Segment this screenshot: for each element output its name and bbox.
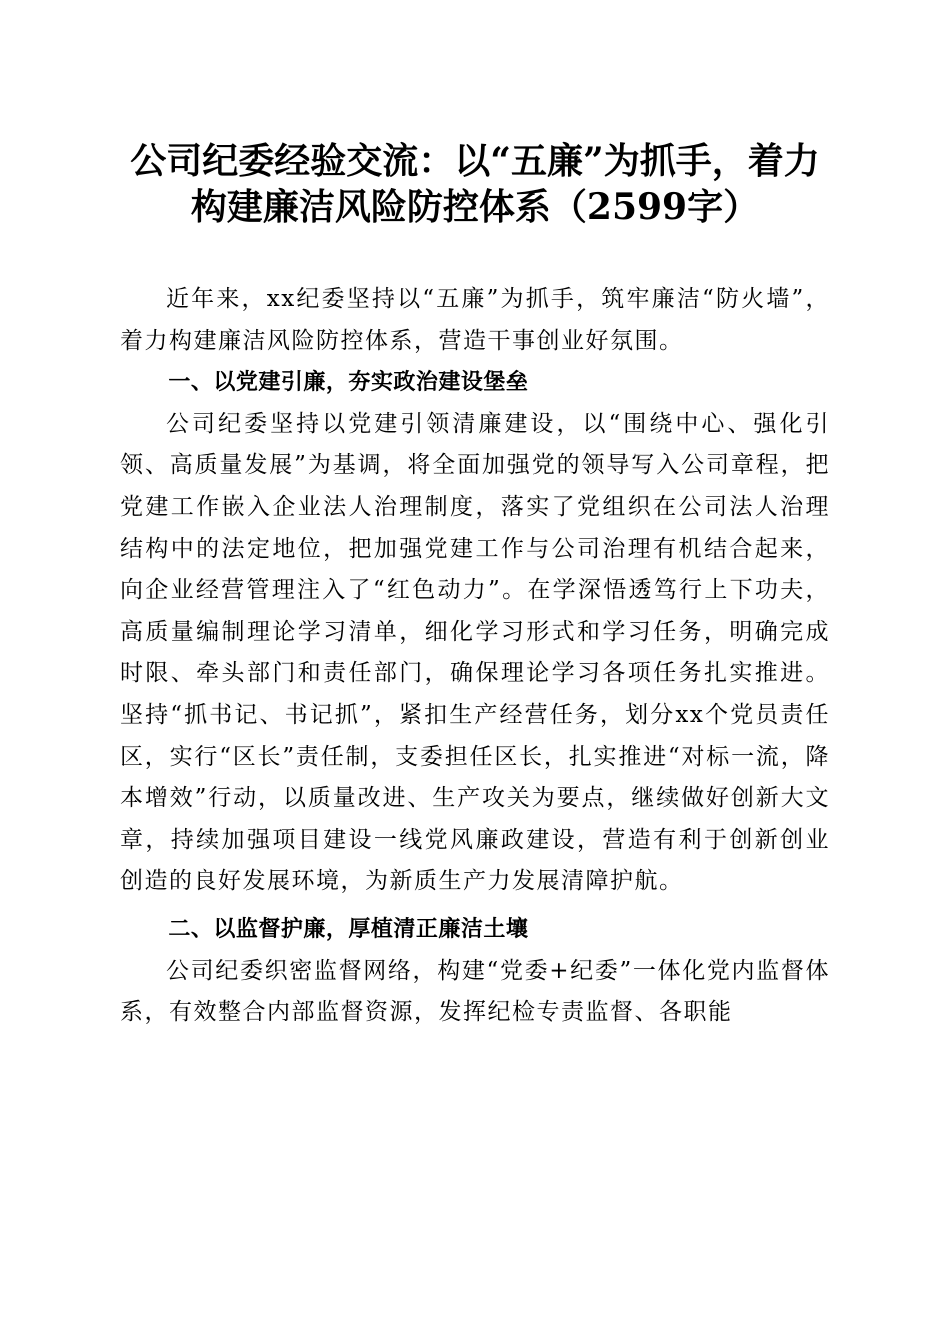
intro-paragraph: 近年来，xx纪委坚持以“五廉”为抓手，筑牢廉洁“防火墙”，着力构建廉洁风险防控体系，营造干事创业好氛围。 [120, 286, 830, 354]
document-title [100, 138, 850, 230]
section-2-paragraph: 公司纪委织密监督网络，构建“党委+纪委”一体化党内监督体系，有效整合内部监督资源，发挥纪检专责监督、各职能 [120, 957, 830, 1026]
title-line-2: 构建廉洁风险防控体系（2599字） [190, 186, 760, 228]
section-1-paragraph: 公司纪委坚持以党建引领清廉建设，以“围绕中心、强化引领、高质量发展”为基调，将全面加强党的领导写入公司章程，把党建工作嵌入企业法人治理制度，落实了党组织在公司法人治理结构中的法定地位，把加强党建工作与公司治理有机结合起来，向企业经营管理注入了“红色动力”。在学深悟透笃行上下功夫，高质量编制理论学习清单，细化学习形式和学习任务，明确完成时限、牵头部门和责任部门，确保理论学习各项任务扎实推进。坚持“抓书记、书记抓”，紧扣生产经营任务，划分xx个党员责任区，实行“区长”责任制，支委担任区长，扎实推进“对标一流，降本增效”行动，以质量改进、生产攻关为要点，继续做好创新大文章，持续加强项目建设一线党风廉政建设，营造有利于创新创业创造的良好发展环境，为新质生产力发展清障护航。 [120, 410, 830, 895]
title-line-1: 公司纪委经验交流：以“五廉”为抓手，着力 [130, 140, 820, 182]
section-1-heading: 一、以党建引廉，夯实政治建设堡垒 [168, 370, 529, 396]
document-body [120, 279, 830, 1034]
section-2-heading: 二、以监督护廉，厚植清正廉洁土壤 [168, 916, 529, 942]
